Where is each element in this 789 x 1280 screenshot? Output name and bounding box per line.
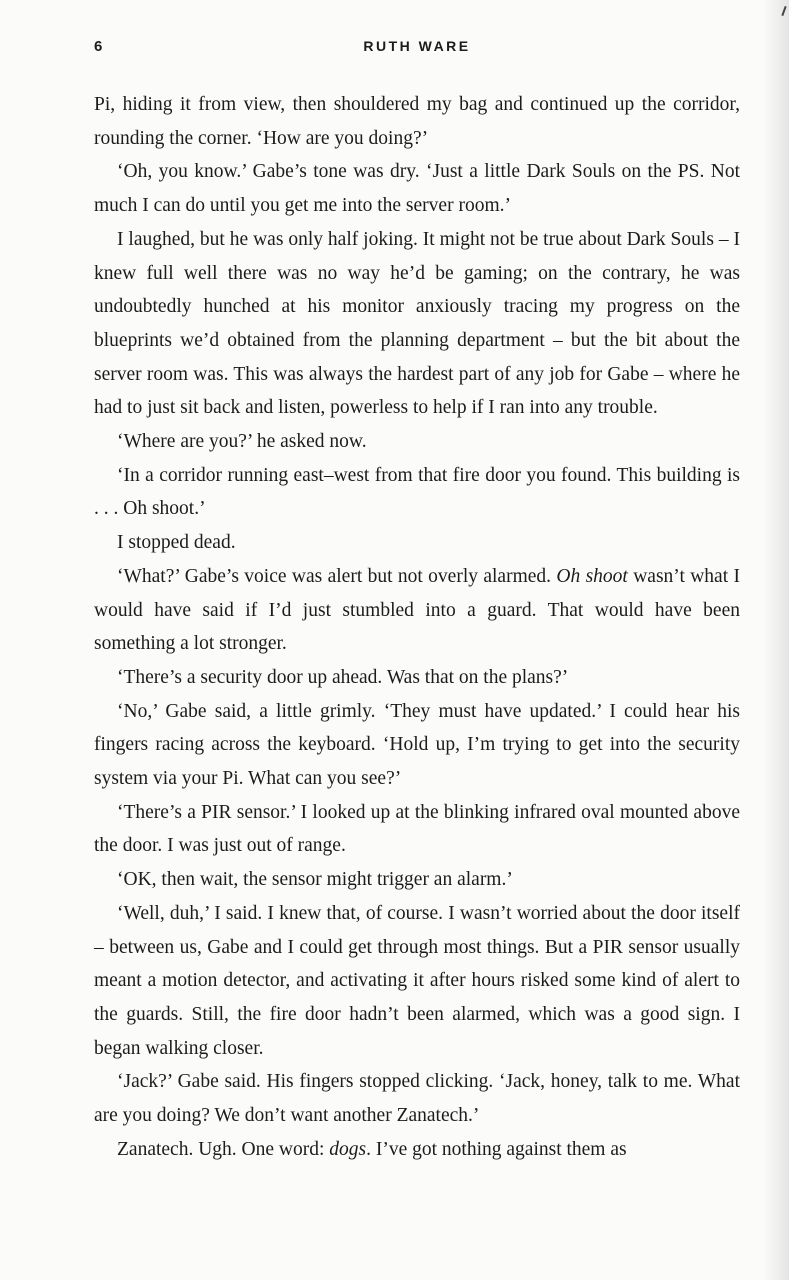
- paragraph: [94, 459, 740, 526]
- body-text: [94, 88, 740, 1167]
- paragraph-text: ‘No,’ Gabe said, a little grimly. ‘They must have updated.’ I could hear his fingers racing across the keyboard. ‘Hold up, I’m trying to get into the security system via your Pi. What can you see?’: [94, 700, 740, 790]
- paragraph: [94, 796, 740, 863]
- italic-text: Oh shoot: [556, 565, 628, 587]
- running-head: RUTH WARE: [363, 38, 471, 54]
- page-edge-shadow: [763, 0, 789, 1280]
- paragraph-text: ‘OK, then wait, the sensor might trigger an alarm.’: [117, 869, 513, 891]
- paragraph: [94, 560, 740, 661]
- page-number: 6: [94, 38, 103, 55]
- paragraph-text: I laughed, but he was only half joking. It might not be true about Dark Souls – I knew full well there was no way he’d be gaming; on the contrary, he was undoubtedly hunched at his monitor anxiously tracing my progress on the blueprints we’d obtained from the planning department – but the bit about the server room was. This was always the hardest part of any job for Gabe – where he had to just sit back and listen, powerless to help if I ran into any trouble.: [94, 228, 740, 419]
- paragraph: [94, 155, 740, 222]
- paragraph: [94, 88, 740, 155]
- paragraph-text: Pi, hiding it from view, then shouldered my bag and continued up the corridor, rounding the corner. ‘How are you doing?’: [94, 94, 740, 149]
- paragraph-text: ‘Where are you?’ he asked now.: [117, 431, 367, 453]
- paragraph: [94, 695, 740, 796]
- paragraph-text: ‘Jack?’ Gabe said. His fingers stopped clicking. ‘Jack, honey, talk to me. What are you doing? We don’t want another Zanatech.’: [94, 1071, 740, 1127]
- paragraph: [94, 661, 740, 695]
- paragraph-text: ‘Well, duh,’ I said. I knew that, of course. I wasn’t worried about the door itself – between us, Gabe and I could get through most things. But a PIR sensor usually meant a motion detector, and activating it after hours risked some kind of alert to the guards. Still, the fire door hadn’t been alarmed, which was a good sign. I began walking closer.: [94, 902, 740, 1059]
- paragraph: [94, 1065, 740, 1132]
- paragraph: [94, 223, 740, 425]
- paragraph-text: Zanatech. Ugh. One word:: [117, 1138, 330, 1160]
- paragraph-text: ‘Oh, you know.’ Gabe’s tone was dry. ‘Just a little Dark Souls on the PS. Not much I can do until you get me into the server room.’: [94, 161, 740, 217]
- paragraph-text: ‘In a corridor running east–west from that fire door you found. This building is . . . Oh shoot.’: [94, 464, 740, 520]
- paragraph: [94, 526, 740, 560]
- paragraph-text: I stopped dead.: [117, 532, 236, 554]
- italic-text: dogs: [329, 1138, 367, 1160]
- paragraph-text: ‘What?’ Gabe’s voice was alert but not overly alarmed.: [117, 565, 557, 587]
- paragraph-text: ‘There’s a security door up ahead. Was that on the plans?’: [117, 666, 569, 688]
- paragraph: [94, 1133, 740, 1167]
- paragraph: [94, 863, 740, 897]
- paragraph-text: ‘There’s a PIR sensor.’ I looked up at the blinking infrared oval mounted above the door. I was just out of range.: [94, 801, 740, 857]
- paragraph: [94, 425, 740, 459]
- paragraph: [94, 897, 740, 1066]
- paragraph-text: . I’ve got nothing against them as: [366, 1138, 627, 1160]
- paragraph-text: wasn’t what I would have said if I’d just stumbled into a guard. That would have been something a lot stronger.: [94, 565, 740, 655]
- page-header: [94, 38, 740, 58]
